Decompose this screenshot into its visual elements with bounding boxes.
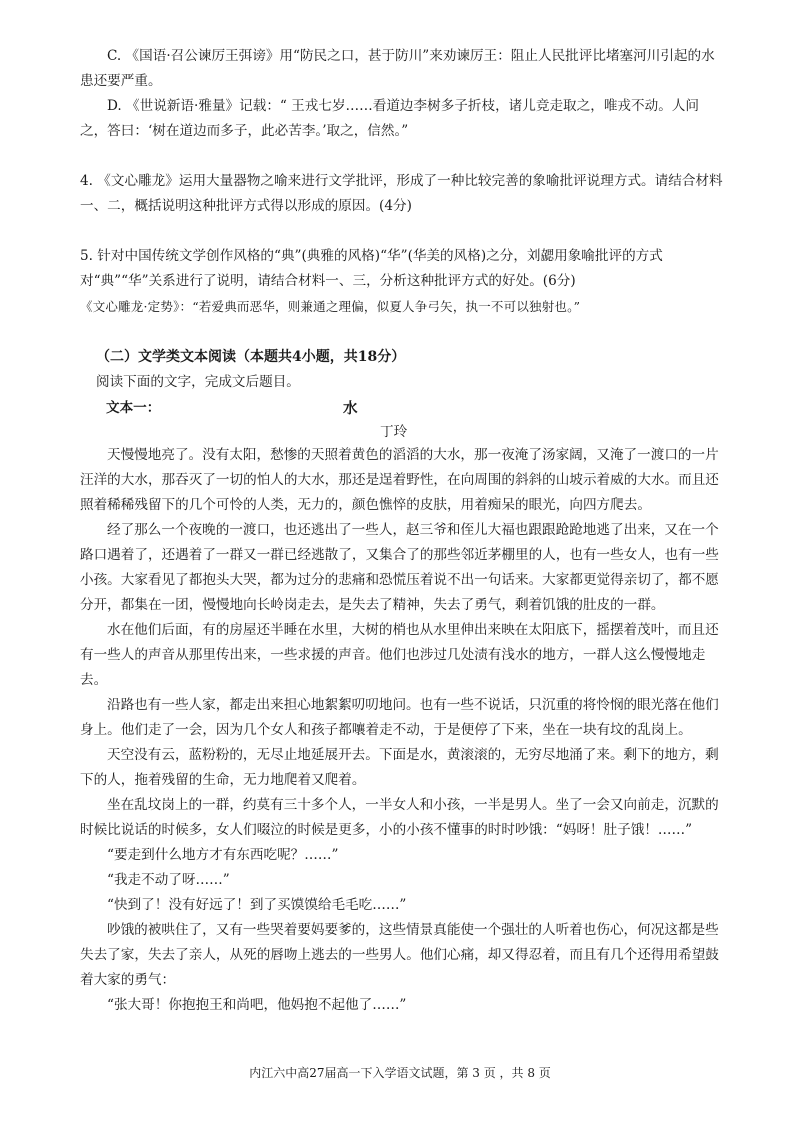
story-paragraph: 坐在乱坟岗上的一群，约莫有三十多个人，一半女人和小孩，一半是男人。坐了一会又向前走，沉默的时候比说话的时候多，女人们啜泣的时候是更多，小的小孩不懂事的时时吵饿：“妈呀！肚子饿！……” bbox=[80, 797, 719, 838]
story-title: 水 bbox=[343, 400, 358, 417]
option-d: D. 《世说新语·雅量》记载：“ 王戎七岁……看道边李树多子折枝，诸儿竞走取之，唯戎不动。人问之，答曰：‘树在道边而多子，此必苦李。’取之，信然。” bbox=[80, 98, 699, 139]
text-title-row bbox=[106, 396, 726, 421]
story-dialogue: “快到了！没有好远了！到了买馍馍给毛毛吃……” bbox=[107, 897, 407, 913]
story-paragraph: 天慢慢地亮了。没有太阳，愁惨的天照着黄色的滔滔的大水，那一夜淹了汤家阔，又淹了一渡口的一片汪洋的大水，那吞灭了一切的怕人的大水，那还是逞着野性，在向周围的斜斜的山坡示着威的大水。而且还照着稀稀残留下的几个可怜的人类，无力的，颜色憔悴的皮肤，用着痴呆的眼光，向四方爬去。 bbox=[80, 447, 719, 513]
story-author: 丁玲 bbox=[380, 424, 408, 440]
story-paragraph: 吵饿的被哄住了，又有一些哭着要妈要爹的，这些情景真能使一个强壮的人听着也伤心，何况这都是些失去了家，失去了亲人，从死的唇吻上逃去的一些男人。他们心痛，却又得忍着，而且有几个还得用希望鼓着大家的勇气： bbox=[80, 922, 719, 988]
question-5: 5. 针对中国传统文学创作风格的“典”(典雅的风格)“华”(华美的风格)之分，刘勰用象喻批评的方式对“典”“华”关系进行了说明，请结合材料一、三，分析这种批评方式的好处。(6分) bbox=[80, 248, 663, 289]
section-instruction: 阅读下面的文字，完成文后题目。 bbox=[96, 374, 300, 390]
story-paragraph: 沿路也有一些人家，都走出来担心地絮絮叨叨地问。也有一些不说话，只沉重的将怜悯的眼光落在他们身上。他们走了一会，因为几个女人和孩子都嚷着走不动，于是便停了下来，坐在一块有坟的乱岗上。 bbox=[80, 697, 719, 738]
story-paragraph: 经了那么一个夜晚的一渡口，也还逃出了一些人，赵三爷和侄儿大福也跟跟跄跄地逃了出来，又在一个路口遇着了，还遇着了一群又一群已经逃散了，又集合了的那些邻近茅棚里的人，也有一些女人，也有一些小孩。大家看见了都抱头大哭，都为过分的悲痛和恐慌压着说不出一句话来。大家都更觉得亲切了，都不愿分开，都集在一团，慢慢地向长岭岗走去，是失去了精神，失去了勇气，剩着饥饿的肚皮的一群。 bbox=[80, 522, 719, 613]
story-paragraph: 水在他们后面，有的房屋还半睡在水里，大树的梢也从水里伸出来映在太阳底下，摇摆着茂叶，而且还有一些人的声音从那里传出来，一些求援的声音。他们也涉过几处渍有浅水的地方，一群人这么慢慢地走去。 bbox=[80, 622, 719, 688]
page-footer: 内江六中高27届高一下入学语文试题，第 3 页 ，共 8 页 bbox=[249, 1066, 551, 1080]
section-heading: （二）文学类文本阅读（本题共4小题，共18分） bbox=[96, 349, 406, 365]
story-dialogue: “张大哥！你抱抱王和尚吧，他妈抱不起他了……” bbox=[107, 997, 407, 1013]
option-c: C. 《国语·召公谏厉王弭谤》用“防民之口，甚于防川”来劝谏厉王：阻止人民批评比堵塞河川引起的水患还要严重。 bbox=[80, 48, 715, 89]
story-paragraph: 天空没有云，蓝粉粉的，无尽止地延展开去。下面是水，黄滚滚的，无穷尽地涌了来。剩下的地方，剩下的人，拖着残留的生命，无力地爬着又爬着。 bbox=[80, 747, 719, 788]
question-4: 4. 《文心雕龙》运用大量器物之喻来进行文学批评，形成了一种比较完善的象喻批评说理方式。请结合材料一、二，概括说明这种批评方式得以形成的原因。(4分) bbox=[80, 173, 723, 214]
text-label: 文本一： bbox=[106, 400, 161, 416]
question-5-quote: 《文心雕龙·定势》：“若爱典而恶华，则兼通之理偏，似夏人争弓矢，执一不可以独射也。” bbox=[80, 299, 581, 314]
story-dialogue: “要走到什么地方才有东西吃呢？……” bbox=[107, 847, 339, 863]
story-dialogue: “我走不动了呀……” bbox=[107, 872, 230, 888]
